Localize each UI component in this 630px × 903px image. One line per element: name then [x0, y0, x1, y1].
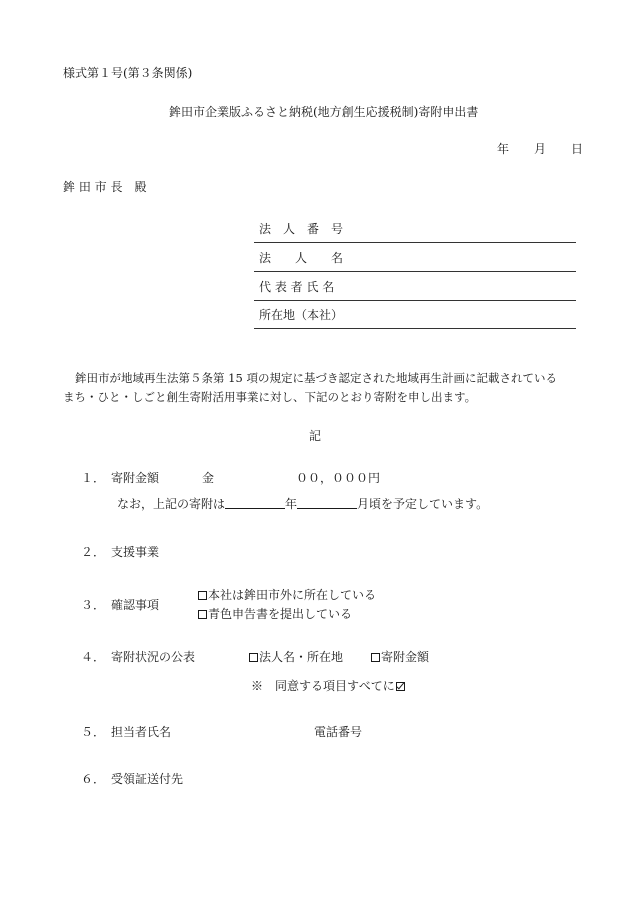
item-4-note-text: ※ 同意する項目すべてに: [251, 679, 395, 693]
item-4-option-2-label: 寄附金額: [381, 650, 430, 664]
item-5-label: 担当者氏名: [111, 725, 172, 739]
field-label-corporate-number: 法 人 番 号: [259, 222, 344, 236]
date-day-label: 日: [571, 142, 584, 156]
checkbox-icon[interactable]: [371, 653, 380, 662]
item-3-option-2[interactable]: [198, 608, 352, 620]
ki-heading: 記: [309, 429, 322, 443]
body-line-2: まち・ひと・しごと創生寄附活用事業に対し、下記のとおり寄附を申し出ます。: [63, 390, 477, 404]
field-label-corporate-name: 法 人 名: [259, 251, 344, 265]
addressee: 鉾 田 市 長 殿: [63, 180, 147, 194]
item-4-note: [251, 680, 406, 692]
date-month-label: 月: [534, 142, 547, 156]
item-1-number: １．: [81, 471, 106, 485]
field-line-address[interactable]: [254, 328, 576, 329]
item-1-label: 寄附金額: [111, 471, 160, 485]
item-4-label: 寄附状況の公表: [111, 650, 196, 664]
item-4-option-1[interactable]: [249, 651, 343, 663]
checkbox-icon[interactable]: [198, 610, 207, 619]
item-6-label: 受領証送付先: [111, 772, 184, 786]
field-label-address: 所在地（本社）: [259, 308, 344, 322]
item-1-note-year: 年: [285, 497, 298, 511]
date-year-label: 年: [497, 142, 510, 156]
field-line-representative[interactable]: [254, 300, 576, 301]
item-2-label: 支援事業: [111, 545, 160, 559]
item-5-phone-label: 電話番号: [314, 725, 363, 739]
checkbox-icon[interactable]: [249, 653, 258, 662]
item-3-number: ３．: [81, 598, 106, 612]
item-3-option-1[interactable]: [198, 589, 376, 601]
item-5-number: ５．: [81, 725, 106, 739]
item-6-number: ６．: [81, 772, 106, 786]
item-1-month-blank[interactable]: [297, 498, 357, 509]
item-1-note-suffix: 月頃を予定しています。: [357, 497, 489, 511]
checked-box-icon: [396, 682, 405, 691]
field-line-corporate-number[interactable]: [254, 242, 576, 243]
field-label-representative: 代 表 者 氏 名: [259, 280, 335, 294]
item-1-note-prefix: なお，上記の寄附は: [117, 497, 226, 511]
item-1-year-blank[interactable]: [225, 498, 285, 509]
item-4-option-1-label: 法人名・所在地: [259, 650, 344, 664]
checkbox-icon[interactable]: [198, 591, 207, 600]
item-3-option-1-label: 本社は鉾田市外に所在している: [208, 588, 377, 602]
document-title: 鉾田市企業版ふるさと納税(地方創生応援税制)寄附申出書: [169, 105, 479, 119]
item-1-amount[interactable]: ００，０００円: [296, 471, 381, 485]
item-3-label: 確認事項: [111, 598, 160, 612]
form-number: 様式第１号(第３条関係): [63, 66, 193, 80]
item-4-number: ４．: [81, 650, 106, 664]
field-line-corporate-name[interactable]: [254, 271, 576, 272]
item-3-option-2-label: 青色申告書を提出している: [208, 607, 353, 621]
item-1-note: [117, 498, 488, 510]
item-1-kin: 金: [202, 471, 215, 485]
body-line-1: 鉾田市が地域再生法第５条第 15 項の規定に基づき認定された地域再生計画に記載されている: [75, 371, 557, 385]
item-2-number: ２．: [81, 545, 106, 559]
item-4-option-2[interactable]: [371, 651, 429, 663]
